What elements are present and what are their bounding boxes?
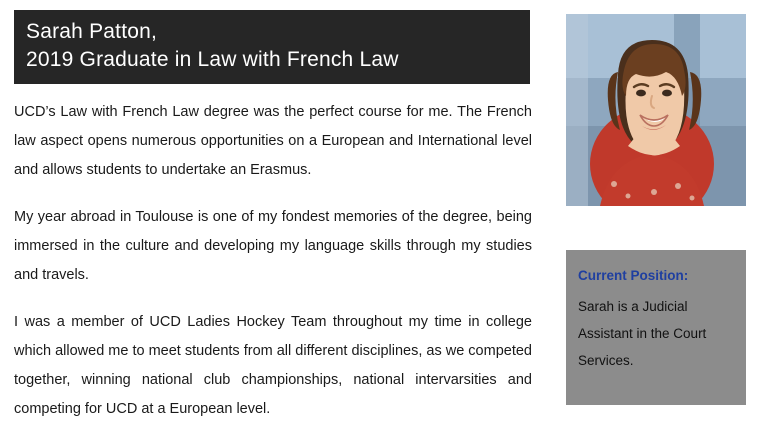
graduate-subtitle: 2019 Graduate in Law with French Law [26,48,399,71]
current-position-box [566,250,746,405]
current-position-heading: Current Position: [578,268,689,283]
portrait-illustration [566,14,746,206]
left-column [14,10,542,424]
right-column [566,14,746,405]
page-title [14,10,530,84]
graduate-photo [566,14,746,206]
testimonial-paragraph: UCD’s Law with French Law degree was the perfect course for me. The French law aspect opens numerous opportunities on a European and International level and allows students to undertake an Erasmus. [14,104,532,178]
current-position-text: Sarah is a Judicial Assistant in the Court Services. [578,299,707,368]
testimonial-paragraph: My year abroad in Toulouse is one of my fondest memories of the degree, being immersed in the culture and developing my language skills through my studies and travels. [14,209,532,283]
graduate-name: Sarah Patton, [26,20,158,43]
testimonial-body [14,98,542,424]
testimonial-paragraph: I was a member of UCD Ladies Hockey Team throughout my time in college which allowed me to meet students from all different disciplines, as we competed together, winning national club championships, national intervarsities and competing for UCD at a European level. [14,314,532,417]
